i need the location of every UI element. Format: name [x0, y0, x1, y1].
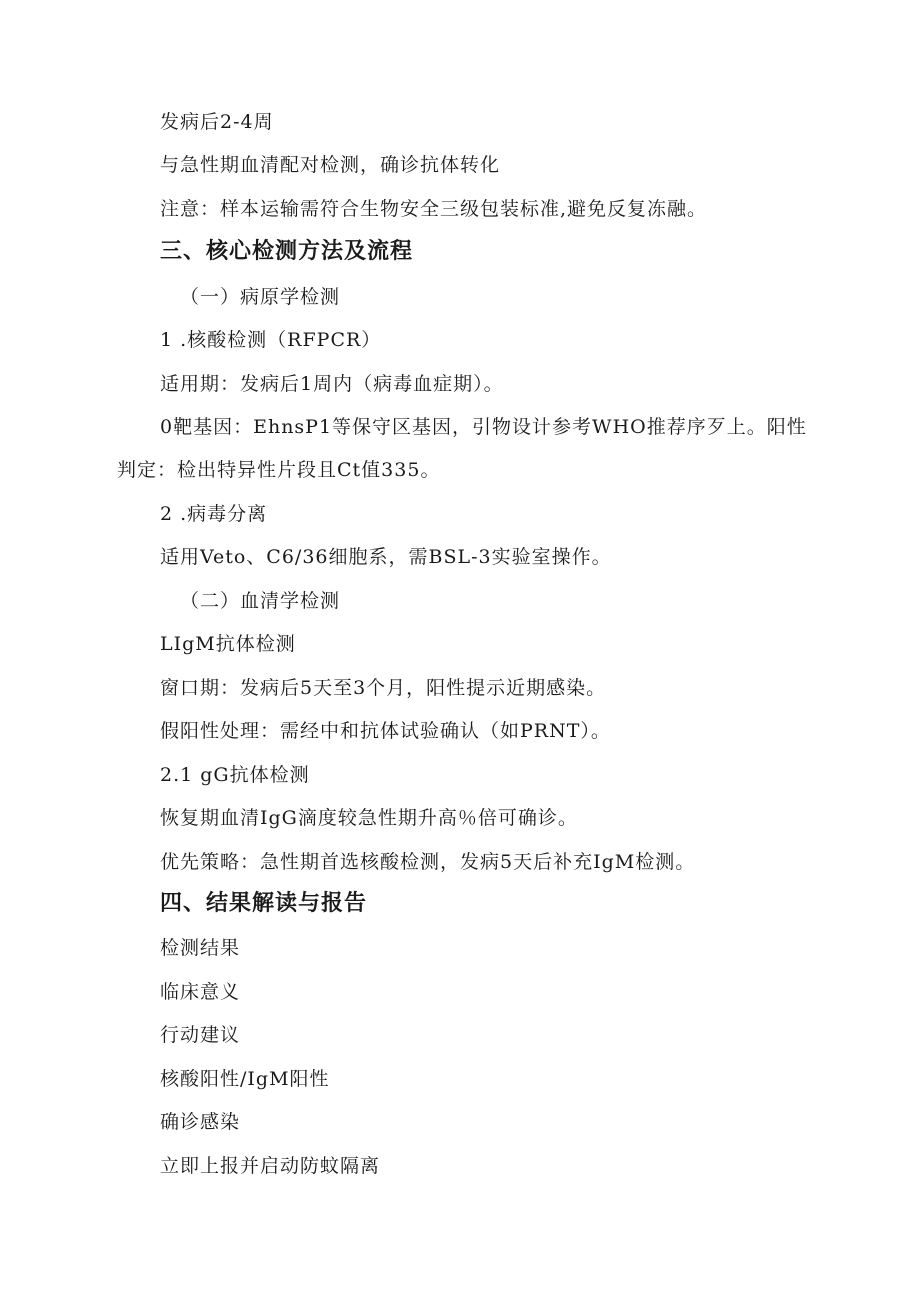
- text-line-igm-test: LIgM抗体检测: [160, 633, 296, 655]
- text-line-transport-note: 注意：样本运输需符合生物安全三级包装标准,避免反复冻融。: [160, 198, 708, 220]
- text-line-confirmed: 确诊感染: [160, 1111, 241, 1133]
- text-line-priority-strategy: 优先策略：急性期首选核酸检测，发病5天后补充IgM检测。: [160, 851, 696, 873]
- text-line-applicable-period: 适用期：发病后1周内（病毒血症期）。: [160, 373, 504, 395]
- text-line-report-isolate: 立即上报并启动防蚊隔离: [160, 1155, 381, 1177]
- text-line-igg-titer: 恢复期血清IgG滴度较急性期升高％倍可确诊。: [160, 807, 578, 829]
- subsection-heading-pathogen: （一）病原学检测: [180, 286, 341, 308]
- text-line-target-gene: 0靶基因：EhnsP1等保守区基因，引物设计参考WHO推荐序歹上。阳性: [160, 416, 807, 438]
- text-line-positive-criteria: 判定：检出特异性片段且Ct值335。: [117, 459, 441, 481]
- section-heading-3: 三、核心检测方法及流程: [160, 239, 414, 264]
- text-line-result-header: 检测结果: [160, 937, 241, 959]
- text-line-action-header: 行动建议: [160, 1024, 241, 1046]
- text-line-virus-isolation: 2 .病毒分离: [160, 503, 268, 525]
- text-line-nucleic-acid: 1 .核酸检测（RFPCR）: [160, 329, 382, 351]
- text-line-cell-lines: 适用Veto、C6/36细胞系，需BSL-3实验室操作。: [160, 546, 612, 568]
- text-line-onset-weeks: 发病后2-4周: [160, 111, 274, 133]
- text-line-positive-result: 核酸阳性/IgM阳性: [160, 1068, 330, 1090]
- text-line-window-period: 窗口期：发病后5天至3个月，阳性提示近期感染。: [160, 677, 607, 699]
- text-line-igg-test: 2.1 gG抗体检测: [160, 764, 310, 786]
- text-line-false-positive: 假阳性处理：需经中和抗体试验确认（如PRNT）。: [160, 720, 611, 742]
- text-line-clinical-header: 临床意义: [160, 981, 241, 1003]
- subsection-heading-serology: （二）血清学检测: [180, 590, 341, 612]
- section-heading-4: 四、结果解读与报告: [160, 891, 368, 916]
- text-line-paired-serum: 与急性期血清配对检测，确诊抗体转化: [160, 154, 501, 176]
